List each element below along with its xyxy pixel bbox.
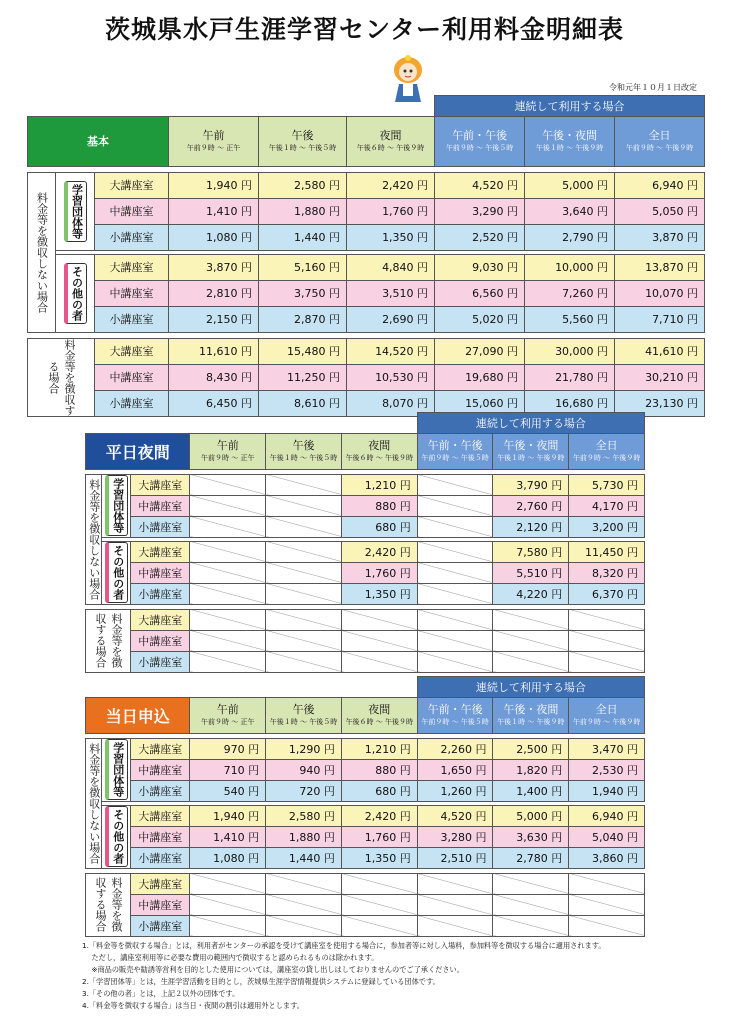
price-cell: 1,440 円 bbox=[266, 847, 342, 868]
room-name: 小講座室 bbox=[131, 516, 190, 537]
price-cell: 1,760 円 bbox=[347, 198, 435, 224]
column-header-label: 午後・夜間 bbox=[503, 438, 559, 452]
not-available-cell bbox=[266, 894, 342, 915]
price-cell: 2,790 円 bbox=[525, 224, 615, 250]
price-cell: 41,610 円 bbox=[615, 338, 705, 364]
price-cell: 4,520 円 bbox=[435, 172, 525, 198]
price-cell: 1,940 円 bbox=[569, 780, 645, 801]
price-cell: 1,410 円 bbox=[169, 198, 259, 224]
column-header-label: 夜間 bbox=[379, 128, 402, 142]
price-cell: 21,780 円 bbox=[525, 364, 615, 390]
price-cell: 6,940 円 bbox=[569, 805, 645, 826]
price-cell: 1,760 円 bbox=[341, 826, 417, 847]
footnote-line: ただし，講座室利用等に必要な費用の範囲内で徴収すると認められるものは除かれます。 bbox=[82, 953, 379, 962]
price-cell: 720 円 bbox=[266, 780, 342, 801]
column-header bbox=[417, 433, 493, 469]
price-cell: 2,420 円 bbox=[341, 805, 417, 826]
room-name: 大講座室 bbox=[131, 474, 190, 495]
price-cell: 5,560 円 bbox=[525, 306, 615, 332]
price-cell: 8,070 円 bbox=[347, 390, 435, 416]
not-available-cell bbox=[190, 495, 266, 516]
price-cell: 10,070 円 bbox=[615, 280, 705, 306]
not-available-cell bbox=[341, 894, 417, 915]
column-header bbox=[417, 697, 493, 733]
footnote-line: ※商品の販売や勧誘等営利を目的とした使用については，講座室の貸し出しはしておりませんのでご了承ください。 bbox=[82, 965, 464, 974]
price-cell: 5,050 円 bbox=[615, 198, 705, 224]
column-header-time: 午後６時 ～ 午後９時 bbox=[356, 143, 425, 152]
not-available-cell bbox=[417, 541, 493, 562]
column-header-time: 午後１時 ～ 午後９時 bbox=[497, 717, 565, 726]
section-name: 平日夜間 bbox=[86, 433, 190, 469]
column-header bbox=[569, 433, 645, 469]
room-name: 大講座室 bbox=[131, 873, 190, 894]
price-cell: 1,410 円 bbox=[190, 826, 266, 847]
other-category-label bbox=[56, 254, 95, 332]
not-available-cell bbox=[190, 630, 266, 651]
price-cell: 30,210 円 bbox=[615, 364, 705, 390]
price-cell: 2,420 円 bbox=[347, 172, 435, 198]
price-cell: 30,000 円 bbox=[525, 338, 615, 364]
not-available-cell bbox=[190, 609, 266, 630]
price-cell: 11,250 円 bbox=[259, 364, 347, 390]
not-available-cell bbox=[266, 630, 342, 651]
price-cell: 2,520 円 bbox=[435, 224, 525, 250]
column-header-label: 午前・午後 bbox=[427, 438, 483, 452]
price-cell: 7,260 円 bbox=[525, 280, 615, 306]
price-cell: 23,130 円 bbox=[615, 390, 705, 416]
column-header-label: 午前 bbox=[216, 438, 239, 452]
column-header-label: 午後・夜間 bbox=[542, 128, 598, 142]
column-header bbox=[525, 116, 615, 166]
price-cell: 2,510 円 bbox=[417, 847, 493, 868]
not-available-cell bbox=[341, 609, 417, 630]
price-cell: 940 円 bbox=[266, 759, 342, 780]
price-cell: 4,220 円 bbox=[493, 583, 569, 604]
column-header-label: 午前 bbox=[202, 128, 225, 142]
price-cell: 970 円 bbox=[190, 738, 266, 759]
price-cell: 16,680 円 bbox=[525, 390, 615, 416]
not-available-cell bbox=[341, 873, 417, 894]
room-name: 大講座室 bbox=[131, 738, 190, 759]
column-header bbox=[615, 116, 705, 166]
price-cell: 2,120 円 bbox=[493, 516, 569, 537]
footnotes bbox=[82, 940, 702, 1012]
room-name: 中講座室 bbox=[95, 364, 169, 390]
price-cell: 1,350 円 bbox=[341, 583, 417, 604]
price-cell: 1,880 円 bbox=[266, 826, 342, 847]
price-cell: 540 円 bbox=[190, 780, 266, 801]
price-cell: 3,290 円 bbox=[435, 198, 525, 224]
not-available-cell bbox=[493, 894, 569, 915]
column-header-time: 午後６時 ～ 午後９時 bbox=[345, 717, 414, 726]
not-available-cell bbox=[266, 516, 342, 537]
not-available-cell bbox=[417, 915, 493, 936]
price-cell: 4,520 円 bbox=[417, 805, 493, 826]
price-cell: 1,350 円 bbox=[347, 224, 435, 250]
other-category-tag: その他の者 bbox=[105, 542, 128, 603]
price-cell: 1,650 円 bbox=[417, 759, 493, 780]
not-available-cell bbox=[266, 583, 342, 604]
room-name: 中講座室 bbox=[131, 562, 190, 583]
no-fee-label: 料金等を徴収しない場合 bbox=[86, 738, 102, 868]
not-available-cell bbox=[190, 516, 266, 537]
price-cell: 3,470 円 bbox=[569, 738, 645, 759]
not-available-cell bbox=[417, 562, 493, 583]
column-header-time: 午前９時 ～ 正午 bbox=[186, 143, 241, 152]
room-name: 大講座室 bbox=[95, 338, 169, 364]
room-name: 大講座室 bbox=[95, 172, 169, 198]
price-cell: 680 円 bbox=[341, 516, 417, 537]
column-header-label: 午前・午後 bbox=[427, 702, 483, 716]
footnote-line: 2.「学習団体等」とは，生涯学習活動を目的とし，茨城県生涯学習情報提供システムに登録している団体です。 bbox=[82, 977, 440, 986]
price-cell: 3,630 円 bbox=[493, 826, 569, 847]
not-available-cell bbox=[190, 873, 266, 894]
column-header-label: 午後 bbox=[292, 702, 315, 716]
price-cell: 1,400 円 bbox=[493, 780, 569, 801]
not-available-cell bbox=[417, 873, 493, 894]
not-available-cell bbox=[190, 915, 266, 936]
not-available-cell bbox=[569, 630, 645, 651]
column-header-time: 午前９時 ～ 午後５時 bbox=[421, 453, 489, 462]
price-cell: 1,880 円 bbox=[259, 198, 347, 224]
price-cell: 6,450 円 bbox=[169, 390, 259, 416]
price-cell: 2,870 円 bbox=[259, 306, 347, 332]
column-header-time: 午後１時 ～ 午後５時 bbox=[269, 717, 338, 726]
column-header-time: 午前９時 ～ 午後９時 bbox=[625, 143, 694, 152]
column-header-time: 午前９時 ～ 正午 bbox=[201, 453, 255, 462]
room-name: 中講座室 bbox=[131, 759, 190, 780]
consecutive-use-header: 連続して利用する場合 bbox=[417, 677, 644, 698]
not-available-cell bbox=[266, 915, 342, 936]
price-cell: 680 円 bbox=[341, 780, 417, 801]
column-header-label: 午前・午後 bbox=[452, 128, 508, 142]
not-available-cell bbox=[569, 651, 645, 672]
column-header bbox=[169, 116, 259, 166]
price-cell: 1,440 円 bbox=[259, 224, 347, 250]
column-header-time: 午後１時 ～ 午後９時 bbox=[535, 143, 604, 152]
fee-label: 料金等を徴収する場合 bbox=[28, 338, 95, 416]
price-cell: 4,170 円 bbox=[569, 495, 645, 516]
room-name: 大講座室 bbox=[131, 609, 190, 630]
price-cell: 11,610 円 bbox=[169, 338, 259, 364]
room-name: 中講座室 bbox=[131, 826, 190, 847]
group-category-tag: 学習団体等 bbox=[105, 475, 128, 536]
column-header bbox=[347, 116, 435, 166]
price-cell: 3,750 円 bbox=[259, 280, 347, 306]
other-category-label bbox=[102, 805, 131, 868]
no-fee-label: 料金等を徴収しない場合 bbox=[28, 172, 56, 332]
price-cell: 8,430 円 bbox=[169, 364, 259, 390]
footnote-line: 3.「その他の者」とは，上記２以外の団体です。 bbox=[82, 989, 240, 998]
price-cell: 880 円 bbox=[341, 495, 417, 516]
not-available-cell bbox=[341, 651, 417, 672]
fee-label: 料金等を徴収する場合 bbox=[86, 609, 131, 672]
column-header-time: 午後６時 ～ 午後９時 bbox=[345, 453, 414, 462]
price-cell: 1,940 円 bbox=[169, 172, 259, 198]
not-available-cell bbox=[417, 651, 493, 672]
column-header bbox=[266, 697, 342, 733]
column-header-time: 午後１時 ～ 午後５時 bbox=[269, 453, 338, 462]
group-category-tag: 学習団体等 bbox=[64, 181, 87, 242]
not-available-cell bbox=[493, 651, 569, 672]
not-available-cell bbox=[569, 609, 645, 630]
column-header-label: 全日 bbox=[595, 438, 618, 452]
price-cell: 1,290 円 bbox=[266, 738, 342, 759]
fee-label: 料金等を徴収する場合 bbox=[86, 873, 131, 936]
price-cell: 3,280 円 bbox=[417, 826, 493, 847]
room-name: 小講座室 bbox=[131, 915, 190, 936]
price-cell: 5,020 円 bbox=[435, 306, 525, 332]
price-cell: 7,580 円 bbox=[493, 541, 569, 562]
price-cell: 3,870 円 bbox=[169, 254, 259, 280]
not-available-cell bbox=[417, 516, 493, 537]
price-cell: 3,860 円 bbox=[569, 847, 645, 868]
not-available-cell bbox=[266, 495, 342, 516]
room-name: 小講座室 bbox=[95, 390, 169, 416]
header-spacer bbox=[86, 677, 418, 698]
price-cell: 2,500 円 bbox=[493, 738, 569, 759]
price-cell: 27,090 円 bbox=[435, 338, 525, 364]
price-cell: 5,160 円 bbox=[259, 254, 347, 280]
column-header bbox=[266, 433, 342, 469]
price-cell: 3,510 円 bbox=[347, 280, 435, 306]
column-header-label: 全日 bbox=[648, 128, 671, 142]
sameday-section bbox=[85, 676, 645, 937]
not-available-cell bbox=[190, 651, 266, 672]
price-cell: 2,690 円 bbox=[347, 306, 435, 332]
other-category-tag: その他の者 bbox=[105, 806, 128, 867]
not-available-cell bbox=[417, 474, 493, 495]
price-cell: 1,260 円 bbox=[417, 780, 493, 801]
column-header bbox=[569, 697, 645, 733]
not-available-cell bbox=[266, 474, 342, 495]
page-title: 茨城県水戸生涯学習センター利用料金明細表 bbox=[104, 15, 624, 44]
consecutive-use-header: 連続して利用する場合 bbox=[417, 413, 644, 434]
price-cell: 3,790 円 bbox=[493, 474, 569, 495]
room-name: 中講座室 bbox=[131, 495, 190, 516]
section-name: 基本 bbox=[28, 116, 169, 166]
not-available-cell bbox=[341, 915, 417, 936]
price-cell: 2,780 円 bbox=[493, 847, 569, 868]
room-name: 大講座室 bbox=[95, 254, 169, 280]
price-cell: 11,450 円 bbox=[569, 541, 645, 562]
column-header-label: 午後 bbox=[291, 128, 314, 142]
other-category-label bbox=[102, 541, 131, 604]
not-available-cell bbox=[417, 495, 493, 516]
room-name: 大講座室 bbox=[131, 805, 190, 826]
not-available-cell bbox=[190, 583, 266, 604]
room-name: 小講座室 bbox=[131, 847, 190, 868]
not-available-cell bbox=[190, 541, 266, 562]
room-name: 小講座室 bbox=[95, 306, 169, 332]
room-name: 中講座室 bbox=[95, 198, 169, 224]
price-cell: 6,940 円 bbox=[615, 172, 705, 198]
price-cell: 710 円 bbox=[190, 759, 266, 780]
room-name: 小講座室 bbox=[95, 224, 169, 250]
price-cell: 3,870 円 bbox=[615, 224, 705, 250]
column-header-label: 午後・夜間 bbox=[503, 702, 559, 716]
price-cell: 10,000 円 bbox=[525, 254, 615, 280]
not-available-cell bbox=[569, 894, 645, 915]
column-header bbox=[341, 697, 417, 733]
column-header-time: 午前９時 ～ 午後５時 bbox=[445, 143, 514, 152]
price-cell: 2,760 円 bbox=[493, 495, 569, 516]
price-cell: 19,680 円 bbox=[435, 364, 525, 390]
price-cell: 1,760 円 bbox=[341, 562, 417, 583]
not-available-cell bbox=[417, 630, 493, 651]
price-cell: 14,520 円 bbox=[347, 338, 435, 364]
price-cell: 2,580 円 bbox=[259, 172, 347, 198]
room-name: 中講座室 bbox=[131, 630, 190, 651]
column-header-time: 午前９時 ～ 午後９時 bbox=[572, 717, 641, 726]
price-cell: 1,210 円 bbox=[341, 738, 417, 759]
column-header-label: 夜間 bbox=[368, 702, 391, 716]
not-available-cell bbox=[266, 609, 342, 630]
price-cell: 15,480 円 bbox=[259, 338, 347, 364]
price-cell: 2,530 円 bbox=[569, 759, 645, 780]
price-cell: 2,580 円 bbox=[266, 805, 342, 826]
price-cell: 5,510 円 bbox=[493, 562, 569, 583]
price-cell: 3,640 円 bbox=[525, 198, 615, 224]
price-cell: 6,370 円 bbox=[569, 583, 645, 604]
not-available-cell bbox=[266, 541, 342, 562]
price-cell: 1,080 円 bbox=[190, 847, 266, 868]
footnote-line: 1.「料金等を徴収する場合」とは，利用者がセンターの承認を受けて講座室を使用する場合に，参加者等に対し入場料，参加料等を徴収する場合に適用されます。 bbox=[82, 941, 606, 950]
group-category-label bbox=[102, 738, 131, 801]
price-cell: 1,210 円 bbox=[341, 474, 417, 495]
other-category-tag: その他の者 bbox=[64, 263, 87, 324]
column-header-time: 午前９時 ～ 午後５時 bbox=[421, 717, 489, 726]
not-available-cell bbox=[493, 915, 569, 936]
price-cell: 6,560 円 bbox=[435, 280, 525, 306]
column-header-label: 午前 bbox=[216, 702, 239, 716]
not-available-cell bbox=[493, 630, 569, 651]
column-header bbox=[190, 433, 266, 469]
price-cell: 2,260 円 bbox=[417, 738, 493, 759]
room-name: 小講座室 bbox=[131, 583, 190, 604]
price-cell: 7,710 円 bbox=[615, 306, 705, 332]
room-name: 大講座室 bbox=[131, 541, 190, 562]
price-cell: 1,350 円 bbox=[341, 847, 417, 868]
not-available-cell bbox=[493, 609, 569, 630]
price-cell: 5,000 円 bbox=[493, 805, 569, 826]
column-header bbox=[341, 433, 417, 469]
room-name: 中講座室 bbox=[95, 280, 169, 306]
not-available-cell bbox=[569, 873, 645, 894]
column-header-label: 全日 bbox=[595, 702, 618, 716]
not-available-cell bbox=[493, 873, 569, 894]
not-available-cell bbox=[190, 894, 266, 915]
price-cell: 1,940 円 bbox=[190, 805, 266, 826]
price-cell: 5,040 円 bbox=[569, 826, 645, 847]
consecutive-use-header: 連続して利用する場合 bbox=[435, 96, 705, 117]
price-cell: 1,820 円 bbox=[493, 759, 569, 780]
header-spacer bbox=[28, 96, 435, 117]
not-available-cell bbox=[417, 583, 493, 604]
not-available-cell bbox=[190, 562, 266, 583]
no-fee-label: 料金等を徴収しない場合 bbox=[86, 474, 102, 604]
price-cell: 8,320 円 bbox=[569, 562, 645, 583]
not-available-cell bbox=[266, 651, 342, 672]
column-header-label: 夜間 bbox=[368, 438, 391, 452]
group-category-label bbox=[56, 172, 95, 250]
price-cell: 5,730 円 bbox=[569, 474, 645, 495]
room-name: 小講座室 bbox=[131, 651, 190, 672]
price-cell: 4,840 円 bbox=[347, 254, 435, 280]
price-cell: 8,610 円 bbox=[259, 390, 347, 416]
column-header-time: 午後１時 ～ 午後５時 bbox=[268, 143, 337, 152]
price-cell: 1,080 円 bbox=[169, 224, 259, 250]
weekday-night-section bbox=[85, 412, 645, 673]
price-cell: 880 円 bbox=[341, 759, 417, 780]
header-spacer bbox=[86, 413, 418, 434]
price-cell: 13,870 円 bbox=[615, 254, 705, 280]
price-cell: 10,530 円 bbox=[347, 364, 435, 390]
not-available-cell bbox=[569, 915, 645, 936]
column-header bbox=[190, 697, 266, 733]
price-cell: 3,200 円 bbox=[569, 516, 645, 537]
column-header-time: 午前９時 ～ 午後９時 bbox=[572, 453, 641, 462]
group-category-tag: 学習団体等 bbox=[105, 739, 128, 800]
column-header bbox=[259, 116, 347, 166]
column-header bbox=[493, 697, 569, 733]
column-header-label: 午後 bbox=[292, 438, 315, 452]
price-cell: 2,810 円 bbox=[169, 280, 259, 306]
column-header bbox=[435, 116, 525, 166]
column-header-time: 午後１時 ～ 午後９時 bbox=[497, 453, 565, 462]
price-cell: 2,420 円 bbox=[341, 541, 417, 562]
column-header bbox=[493, 433, 569, 469]
not-available-cell bbox=[190, 474, 266, 495]
basic-rate-section bbox=[27, 95, 705, 417]
footnote-line: 4.「料金等を徴収する場合」は当日・夜間の割引は適用外とします。 bbox=[82, 1001, 304, 1010]
price-cell: 9,030 円 bbox=[435, 254, 525, 280]
not-available-cell bbox=[417, 609, 493, 630]
room-name: 小講座室 bbox=[131, 780, 190, 801]
price-cell: 15,060 円 bbox=[435, 390, 525, 416]
price-cell: 2,150 円 bbox=[169, 306, 259, 332]
section-name: 当日申込 bbox=[86, 697, 190, 733]
not-available-cell bbox=[341, 630, 417, 651]
not-available-cell bbox=[266, 873, 342, 894]
group-category-label bbox=[102, 474, 131, 537]
column-header-time: 午前９時 ～ 正午 bbox=[201, 717, 255, 726]
revision-date: 令和元年１０月１日改定 bbox=[609, 83, 697, 92]
price-cell: 5,000 円 bbox=[525, 172, 615, 198]
room-name: 中講座室 bbox=[131, 894, 190, 915]
not-available-cell bbox=[417, 894, 493, 915]
not-available-cell bbox=[266, 562, 342, 583]
